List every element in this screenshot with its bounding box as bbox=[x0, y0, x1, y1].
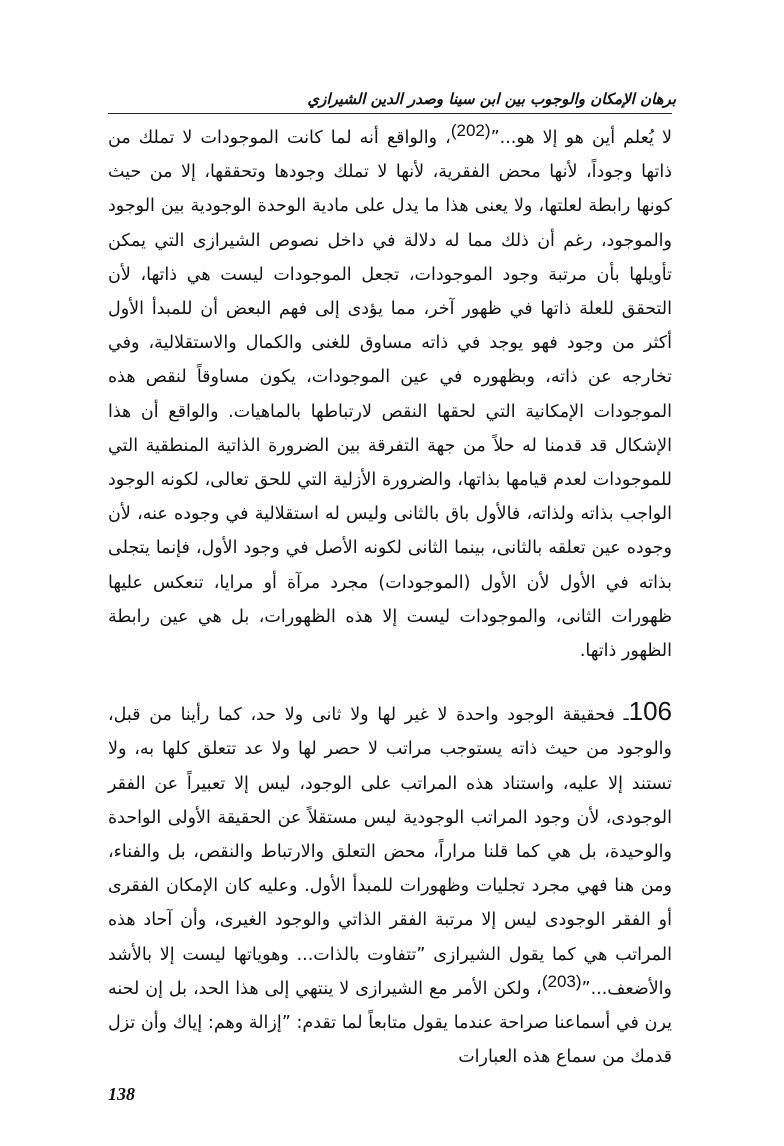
paragraph-2-text-start: ـ فحقيقة الوجود واحدة لا غير لها ولا ثانى ولا حد، كما رأينا من قبل، والوجود من حيث ذاته يستوجب مراتب لا حصر لها ولا عد تتعلق كلها به، ولا تستند إلا عليه، واستناد هذه المراتب على الوجود، ليس إلا تعبيراً عن الفقر الوجودى، لأن وجود المراتب الوجودية ليس مستقلاً عن الحقيقة الأولى الواحدة والوحيدة، بل هي كما قلنا مراراً، محض التعلق والارتباط والنقص، بل والفناء، ومن هنا فهي مجرد تجليات وظهورات للمبدأ الأول. وعليه كان الإمكان الفقرى أو الفقر الوجودى ليس إلا مرتبة الفقر الذاتي والوجود الغيرى، وأن آحاد هذه المراتب هي كما يقول الشيرازى ”تتفاوت بالذات... وهوياتها ليست إلا بالأشد والأضعف...” bbox=[108, 705, 672, 999]
paragraph-1-text-start: لا يُعلم أين هو إلا هو...” bbox=[490, 128, 672, 148]
footnote-ref-202: (202) bbox=[450, 121, 491, 141]
footnote-ref-203: (203) bbox=[541, 972, 582, 992]
header-rule bbox=[108, 113, 672, 114]
paragraph-2-text-rest: ، ولكن الأمر مع الشيرازى لا ينتهي إلى هذا الحد، بل إن لحنه يرن في أسماعنا صراحة عندما يقول متابعاً لما تقدم: ”إزالة وهم: إياك وأن تزل قدمك من سماع هذه العبارات bbox=[108, 978, 672, 1068]
paragraph-gap bbox=[108, 668, 672, 698]
paragraph-1 bbox=[108, 121, 672, 668]
section-number: 106 bbox=[628, 696, 672, 727]
paragraph-1-text-rest: ، والواقع أنه لما كانت الموجودات لا تملك من ذاتها وجوداً، لأنها محض الفقرية، لأنها لا تملك وجودها وتحققها، إلا من حيث كونها رابطة لعلتها، ولا يعنى هذا ما يدل على مادية الوحدة الوجودية بين الوجود والموجود، رغم أن ذلك مما له دلالة في داخل نصوص الشيرازى التي يمكن تأويلها بأن مرتبة وجود الموجودات، تجعل الموجودات ليست هي ذاتها، لأن التحقق للعلة ذاتها في ظهور آخر، مما يؤدى إلى فهم البعض أن للمبدأ الأول أكثر من وجود فهو يوجد في ذاته مساوق للغنى والكمال والاستقلالية، وفي تخارجه عن ذاته، وبظهوره في عين الموجودات، يكون مساوقاً لنقص هذه الموجودات الإمكانية التي لحقها النقص لارتباطها بالماهيات. والواقع أن هذا الإشكال قد قدمنا له حلاً من جهة التفرقة بين الضرورة الذاتية المنطقية التي للموجودات لعدم قيامها بذاتها، والضرورة الأزلية التي للحق تعالى، لكونه الوجود الواجب بذاته ولذاته، فالأول باق بالثانى وليس له استقلالية في وجوده عنه، لأن وجوده عين تعلقه بالثانى، بينما الثانى لكونه الأصل في وجود الأول، فإنما يتجلى بذاته في الأول لأن الأول (الموجودات) مجرد مرآة أو مرايا، تنعكس عليها ظهورات الثانى، والموجودات ليست إلا هذه الظهورات، بل هي عين رابطة الظهور ذاتها. bbox=[108, 128, 672, 662]
running-title: برهان الإمكان والوجوب بين ابن سينا وصدر الدين الشيرازي bbox=[307, 90, 676, 108]
body-text bbox=[108, 121, 672, 1074]
page-number: 138 bbox=[108, 1084, 135, 1104]
paragraph-2 bbox=[108, 698, 672, 1074]
